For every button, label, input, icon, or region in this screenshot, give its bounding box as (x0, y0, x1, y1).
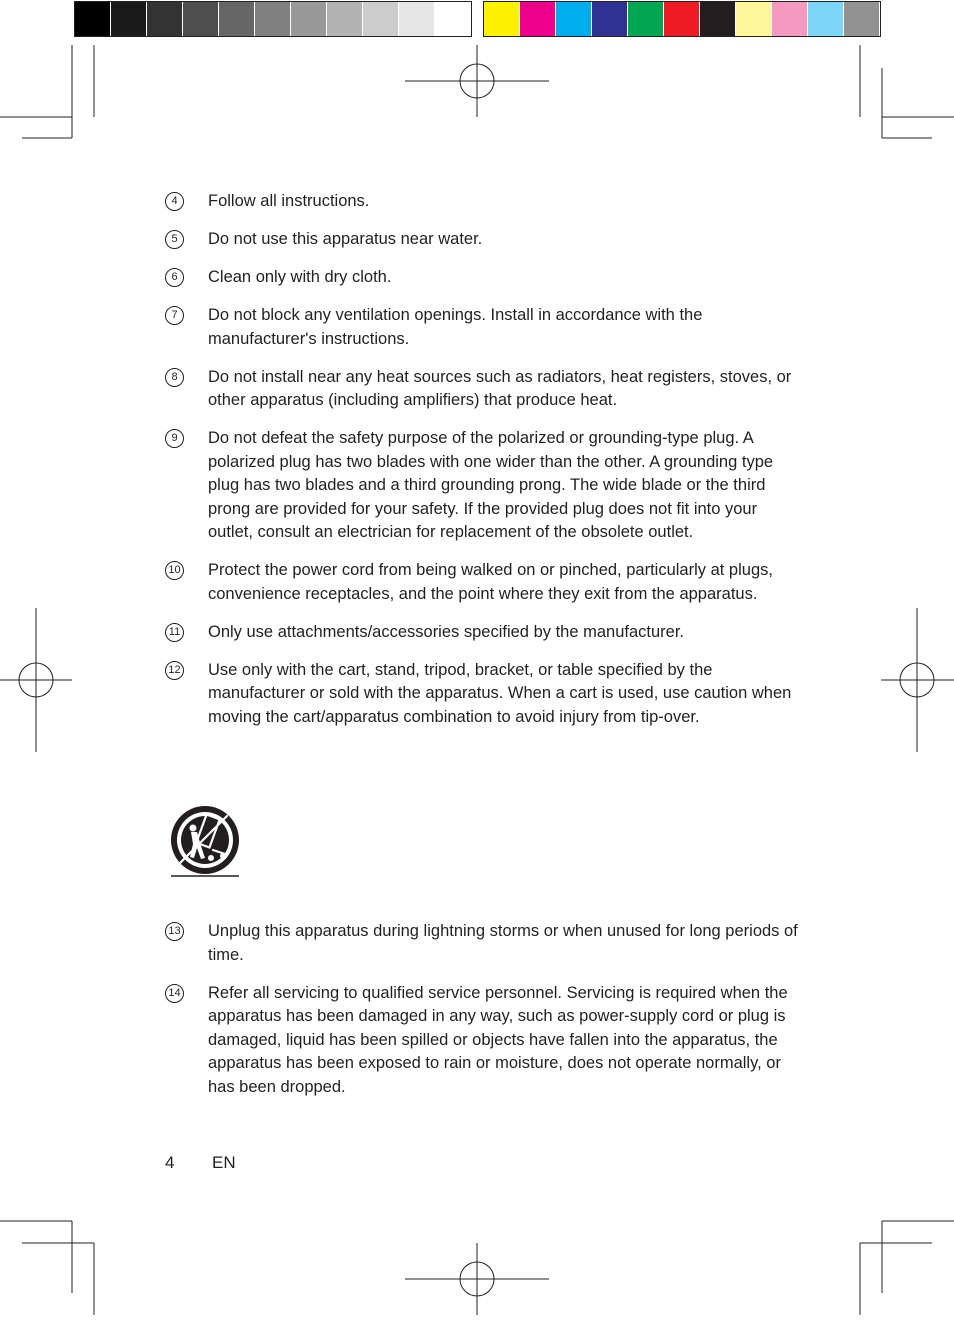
list-item (165, 190, 805, 214)
item-number-badge: 10 (165, 561, 184, 580)
list-item (165, 427, 805, 545)
page-number: 4 (165, 1153, 175, 1172)
item-text: Protect the power cord from being walked on or pinched, particularly at plugs, convenience receptacles, and the point where they exit from the apparatus. (208, 561, 773, 603)
color-swatch (75, 2, 110, 36)
cart-tip-over-warning-icon (165, 802, 245, 882)
list-item (165, 982, 805, 1100)
list-item (165, 559, 805, 606)
item-number-badge: 11 (165, 623, 184, 642)
item-text: Do not use this apparatus near water. (208, 230, 483, 248)
color-swatch (435, 2, 470, 36)
color-swatch (844, 2, 879, 36)
color-swatch (772, 2, 807, 36)
color-swatch (399, 2, 434, 36)
list-item (165, 920, 805, 967)
item-text: Do not block any ventilation openings. Install in accordance with the manufacturer's instructions. (208, 306, 703, 348)
color-swatch (255, 2, 290, 36)
item-number-badge: 7 (165, 306, 184, 325)
item-text: Only use attachments/accessories specified by the manufacturer. (208, 622, 684, 641)
item-text: Refer all servicing to qualified service personnel. Servicing is required when the apparatus has been damaged in any way, such as power-supply cord or plug is damaged, liquid has been spilled or objects have fallen into the apparatus, the apparatus has been exposed to rain or moisture, does not operate normally, or has been dropped. (208, 983, 788, 1096)
color-swatch (291, 2, 326, 36)
color-swatch (664, 2, 699, 36)
item-number-badge: 9 (165, 429, 184, 448)
color-swatch (147, 2, 182, 36)
color-swatch (363, 2, 398, 36)
language-code: EN (212, 1153, 236, 1172)
item-text: Do not defeat the safety purpose of the polarized or grounding-type plug. A polarized plug has two blades with one wider than the other. A grounding type plug has two blades and a third grounding prong. The wide blade or the third prong are provided for your safety. If the provided plug does not fit into your outlet, consult an electrician for replacement of the obsolete outlet. (208, 429, 774, 541)
list-item (165, 659, 805, 730)
item-number-badge: 13 (165, 922, 184, 941)
item-text: Do not install near any heat sources such as radiators, heat registers, stoves, or other apparatus (including amplifiers) that produce heat. (208, 367, 792, 409)
safety-instructions-list (165, 190, 805, 744)
list-item (165, 621, 805, 645)
list-item (165, 304, 805, 351)
color-swatch (592, 2, 627, 36)
item-number-badge: 6 (165, 268, 184, 287)
item-number-badge: 8 (165, 368, 184, 387)
color-swatch (808, 2, 843, 36)
color-swatch (556, 2, 591, 36)
item-text: Unplug this apparatus during lightning storms or when unused for long periods of time. (208, 922, 798, 964)
item-number-badge: 14 (165, 984, 184, 1003)
safety-instructions-list-continued (165, 920, 805, 1114)
list-item (165, 366, 805, 413)
item-number-badge: 5 (165, 230, 184, 249)
item-number-badge: 12 (165, 661, 184, 680)
item-text: Clean only with dry cloth. (208, 268, 392, 286)
color-swatch (736, 2, 771, 36)
list-item (165, 266, 805, 290)
color-swatch (183, 2, 218, 36)
color-swatch (700, 2, 735, 36)
color-swatch (484, 2, 519, 36)
item-number-badge: 4 (165, 192, 184, 211)
color-swatch (628, 2, 663, 36)
color-swatch (219, 2, 254, 36)
color-swatch (327, 2, 362, 36)
item-text: Follow all instructions. (208, 192, 370, 210)
item-text: Use only with the cart, stand, tripod, bracket, or table specified by the manufacturer or sold with the apparatus. When a cart is used, use caution when moving the cart/apparatus combination to avoid injury from tip-over. (208, 660, 792, 726)
color-swatch (520, 2, 555, 36)
color-swatch (111, 2, 146, 36)
list-item (165, 228, 805, 252)
